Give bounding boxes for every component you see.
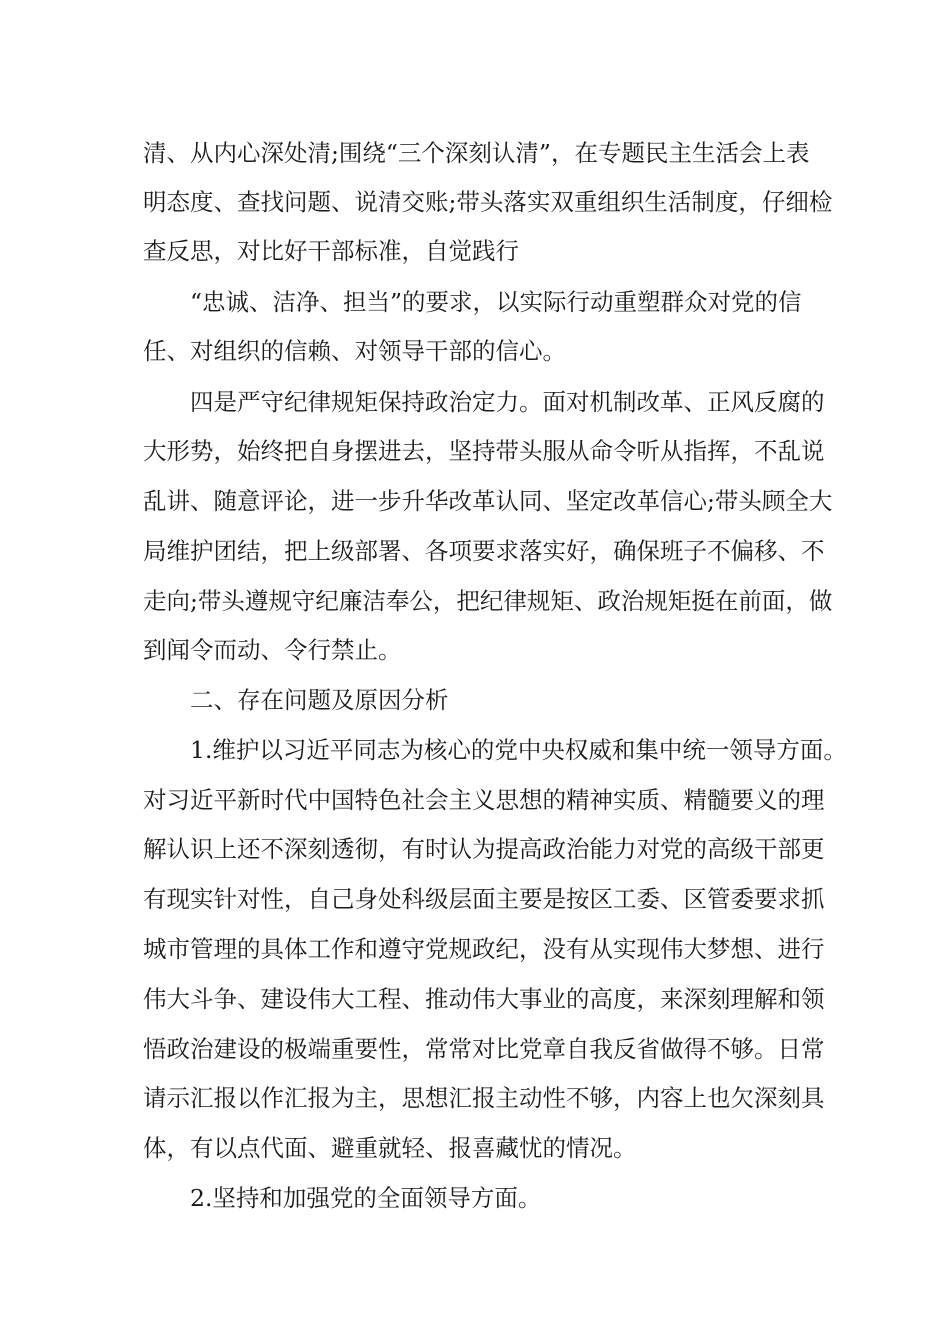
text-line: 解认识上还不深刻透彻，有时认为提高政治能力对党的高级干部更 <box>143 835 825 863</box>
text-line: 查反思，对比好干部标准，自觉践行 <box>143 237 519 265</box>
text-line: “忠诚、洁净、担当”的要求，以实际行动重塑群众对党的信 <box>190 288 802 316</box>
text-line: 乱讲、随意评论，进一步升华改革认同、坚定改革信心;带头顾全大 <box>143 487 833 515</box>
text-line: 任、对组织的信赖、对领导干部的信心。 <box>143 337 566 365</box>
text-line: 局维护团结，把上级部署、各项要求落实好，确保班子不偏移、不 <box>143 537 825 565</box>
text-line: 悟政治建设的极端重要性，常常对比党章自我反省做得不够。日常 <box>143 1035 825 1063</box>
subsection-heading: 2.坚持和加强党的全面领导方面。 <box>190 1184 542 1212</box>
text-line: 对习近平新时代中国特色社会主义思想的精神实质、精髓要义的理 <box>143 786 825 814</box>
text-line: 走向;带头遵规守纪廉洁奉公，把纪律规矩、政治规矩挺在前面，做 <box>143 587 833 615</box>
text-line: 四是严守纪律规矩保持政治定力。面对机制改革、正风反腐的 <box>190 388 825 416</box>
text-line: 请示汇报以作汇报为主，思想汇报主动性不够，内容上也欠深刻具 <box>143 1084 825 1112</box>
text-line: 明态度、查找问题、说清交账;带头落实双重组织生活制度，仔细检 <box>143 188 833 216</box>
text-line: 大形势，始终把自身摆进去，坚持带头服从命令听从指挥，不乱说 <box>143 437 825 465</box>
text-line: 体，有以点代面、避重就轻、报喜藏忧的情况。 <box>143 1134 637 1162</box>
text-line: 清、从内心深处清;围绕“三个深刻认清”，在专题民主生活会上表 <box>143 139 810 167</box>
text-line: 到闻令而动、令行禁止。 <box>143 636 402 664</box>
section-heading: 二、存在问题及原因分析 <box>190 686 449 714</box>
text-line: 城市管理的具体工作和遵守党规政纪，没有从实现伟大梦想、进行 <box>143 935 825 963</box>
subsection-heading: 1.维护以习近平同志为核心的党中央权威和集中统一领导方面。 <box>190 736 847 764</box>
text-line: 伟大斗争、建设伟大工程、推动伟大事业的高度，来深刻理解和领 <box>143 985 825 1013</box>
text-line: 有现实针对性，自己身处科级层面主要是按区工委、区管委要求抓 <box>143 885 825 913</box>
